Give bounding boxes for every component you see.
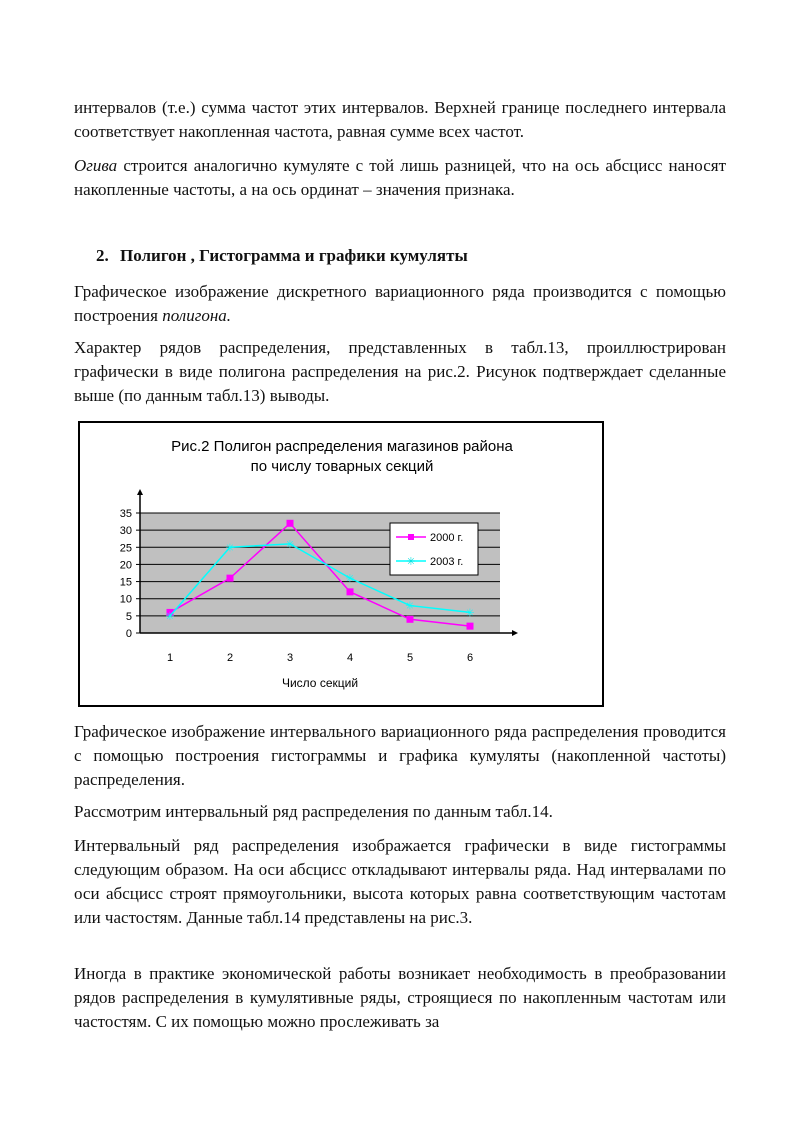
- y-axis-arrow: [137, 489, 143, 495]
- data-point: ✳: [465, 607, 475, 620]
- data-point: [227, 575, 234, 582]
- data-point: ✳: [225, 542, 235, 555]
- section-title: Полигон , Гистограмма и графики кумуляты: [120, 246, 468, 265]
- y-tick-label: 0: [125, 628, 132, 640]
- data-point: [407, 616, 414, 623]
- data-point: ✳: [345, 573, 355, 586]
- x-tick-label: 5: [406, 652, 414, 664]
- paragraph-text: Иногда в практике экономической работы возникает необходимость в преобразовании рядов распределения в кумулятивные ряды, строящиеся по накопленным частотам или частостям. С их помощью можно прослеживать за: [74, 964, 726, 1031]
- paragraph-text: Интервальный ряд распределения изображается графически в виде гистограммы следующим образом. На оси абсцисс откладывают интервалы ряда. Над интервалами по оси абсцисс строят прямоугольники, высота которых равна соответствующим частотам или частостям. Данные табл.14 представлены на рис.3.: [74, 836, 726, 927]
- y-tick-label: 15: [119, 576, 132, 589]
- y-tick-label: 30: [119, 525, 132, 538]
- y-tick-label: 20: [119, 559, 132, 572]
- paragraph-text: интервалов (т.е.) сумма частот этих интервалов. Верхней границе последнего интервала соответствует накопленная частота, равная сумме всех частот.: [74, 98, 726, 141]
- x-tick-label: 4: [346, 652, 354, 664]
- y-tick-label: 5: [125, 610, 132, 623]
- legend-label-2003: 2003 г.: [430, 556, 464, 568]
- data-point: ✳: [405, 600, 415, 613]
- y-tick-label: 25: [119, 542, 132, 555]
- section-heading: [96, 244, 468, 268]
- section-number: 2.: [96, 246, 109, 265]
- data-point: [347, 588, 354, 595]
- x-axis-arrow: [512, 630, 518, 636]
- chart-figure: [78, 421, 604, 707]
- data-point: [467, 623, 474, 630]
- x-tick-label: 2: [226, 652, 234, 664]
- paragraph-intervals: [74, 96, 726, 144]
- paragraph-table14: [74, 800, 726, 824]
- x-tick-label: 3: [286, 652, 294, 664]
- y-tick-label: 35: [119, 508, 132, 520]
- paragraph-polygon: [74, 280, 726, 328]
- chart-title-line2: по числу товарных секций: [250, 458, 434, 475]
- legend-marker-2000: [408, 534, 414, 540]
- term-ogive: Огива: [74, 156, 118, 175]
- paragraph-cumulative: [74, 962, 726, 1034]
- paragraph-text: Графическое изображение дискретного вариационного ряда производится с помощью построения: [74, 282, 726, 325]
- chart-title-line1: Рис.2 Полигон распределения магазинов района: [171, 438, 513, 455]
- paragraph-text: Графическое изображение интервального вариационного ряда распределения проводится с помощью построения гистограммы и графика кумуляты (накопленной частоты) распределения.: [74, 722, 726, 789]
- paragraph-text: Характер рядов распределения, представленных в табл.13, проиллюстрирован графически в виде полигона распределения на рис.2. Рисунок подтверждает сделанные выше (по данным табл.13) выводы.: [74, 338, 726, 405]
- legend-marker-2003: ✳: [406, 556, 416, 568]
- x-tick-label: 6: [466, 652, 474, 664]
- paragraph-table13: [74, 336, 726, 408]
- data-point: ✳: [285, 538, 295, 551]
- paragraph-histogram: [74, 834, 726, 930]
- paragraph-ogive: [74, 154, 726, 202]
- paragraph-text: Рассмотрим интервальный ряд распределения по данным табл.14.: [74, 802, 553, 821]
- legend: [390, 523, 478, 575]
- data-point: ✳: [165, 610, 175, 623]
- polygon-chart: [80, 423, 602, 705]
- paragraph-interval-graph: [74, 720, 726, 792]
- term-polygon: полигона.: [162, 306, 232, 325]
- x-axis-label: Число секций: [281, 676, 359, 690]
- paragraph-text: строится аналогично кумуляте с той лишь разницей, что на ось абсцисс наносят накопленные частоты, а на ось ординат – значения признака.: [74, 156, 726, 199]
- y-tick-label: 10: [119, 593, 132, 606]
- legend-label-2000: 2000 г.: [430, 532, 464, 544]
- data-point: [287, 520, 294, 527]
- x-tick-label: 1: [166, 652, 174, 664]
